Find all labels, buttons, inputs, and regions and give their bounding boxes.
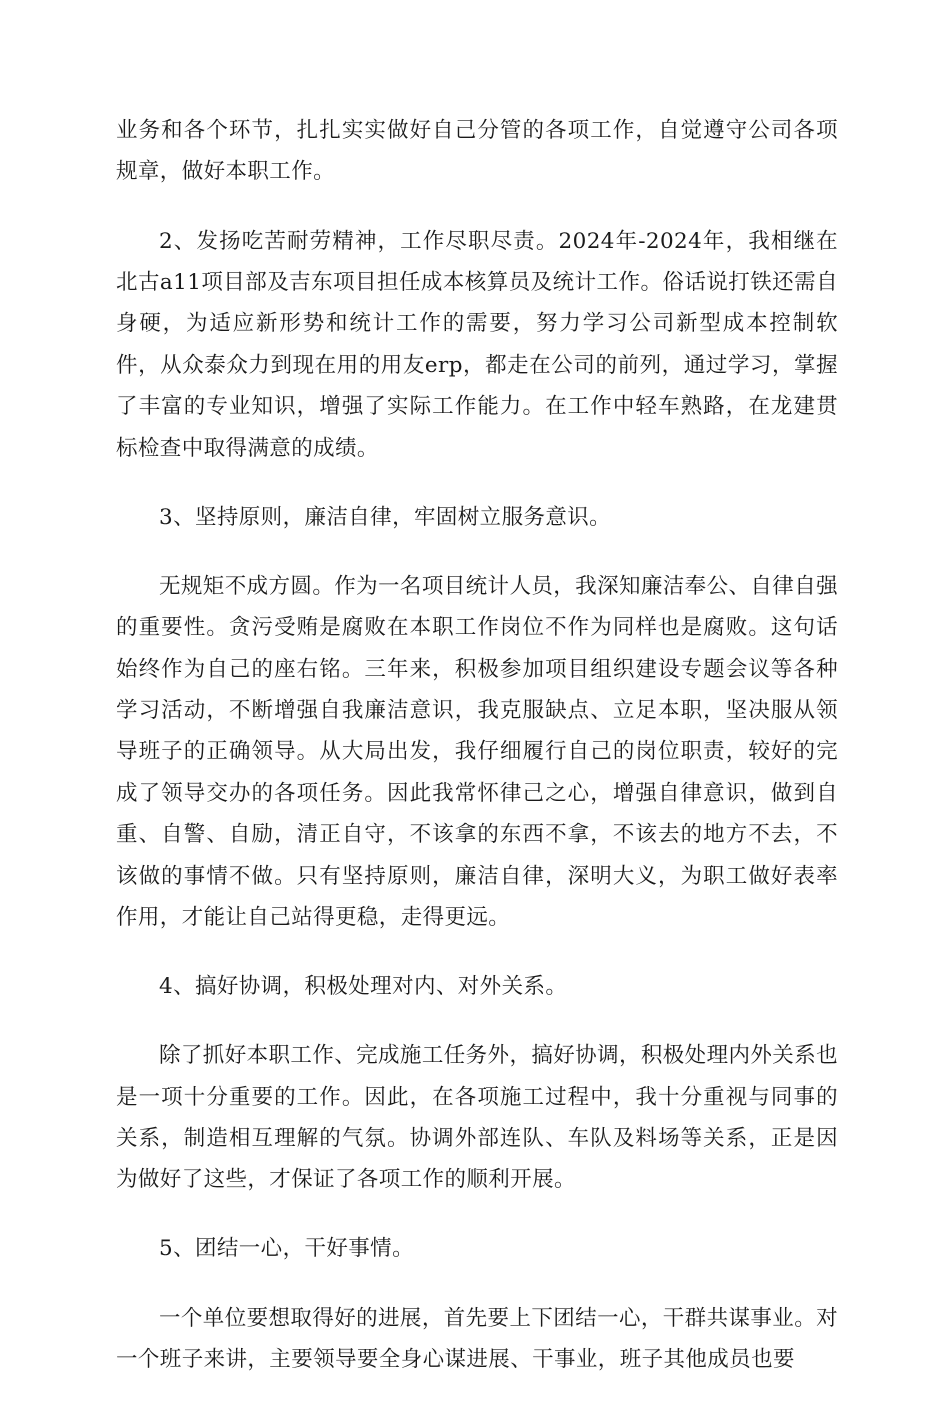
- paragraph-integrity: 无规矩不成方圆。作为一名项目统计人员，我深知廉洁奉公、自律自强的重要性。贪污受贿是腐败在本职工作岗位不作为同样也是腐败。这句话始终作为自己的座右铭。三年来，积极参加项目组织建设专题会议等各种学习活动，不断增强自我廉洁意识，我克服缺点、立足本职，坚决服从领导班子的正确领导。从大局出发，我仔细履行自己的岗位职责，较好的完成了领导交办的各项任务。因此我常怀律己之心，增强自律意识，做到自重、自警、自励，清正自守，不该拿的东西不拿，不该去的地方不去，不该做的事情不做。只有坚持原则，廉洁自律，深明大义，为职工做好表率作用，才能让自己站得更稳，走得更远。: [116, 573, 838, 930]
- heading-item-3: 3、坚持原则，廉洁自律，牢固树立服务意识。: [159, 504, 612, 530]
- heading-item-4: 4、搞好协调，积极处理对内、对外关系。: [159, 974, 568, 1000]
- paragraph-continuation: 业务和各个环节，扎扎实实做好自己分管的各项工作，自觉遵守公司各项规章，做好本职工作。: [116, 118, 838, 185]
- paragraph-unity: 一个单位要想取得好的进展，首先要上下团结一心，干群共谋事业。对一个班子来讲，主要领导要全身心谋进展、干事业，班子其他成员也要: [116, 1305, 838, 1372]
- document-body: [116, 110, 838, 1408]
- paragraph-coordination: 除了抓好本职工作、完成施工任务外，搞好协调，积极处理内外关系也是一项十分重要的工作。因此，在各项施工过程中，我十分重视与同事的关系，制造相互理解的气氛。协调外部连队、车队及料场等关系，正是因为做好了这些，才保证了各项工作的顺利开展。: [116, 1043, 838, 1193]
- paragraph-item-2: 2、发扬吃苦耐劳精神，工作尽职尽责。2024年-2024年，我相继在北古a11项目部及吉东项目担任成本核算员及统计工作。俗话说打铁还需自身硬，为适应新形势和统计工作的需要，努力学习公司新型成本控制软件，从众泰众力到现在用的用友erp，都走在公司的前列，通过学习，掌握了丰富的专业知识，增强了实际工作能力。在工作中轻车熟路，在龙建贯标检查中取得满意的成绩。: [116, 228, 838, 461]
- heading-item-5: 5、团结一心，干好事情。: [159, 1236, 414, 1262]
